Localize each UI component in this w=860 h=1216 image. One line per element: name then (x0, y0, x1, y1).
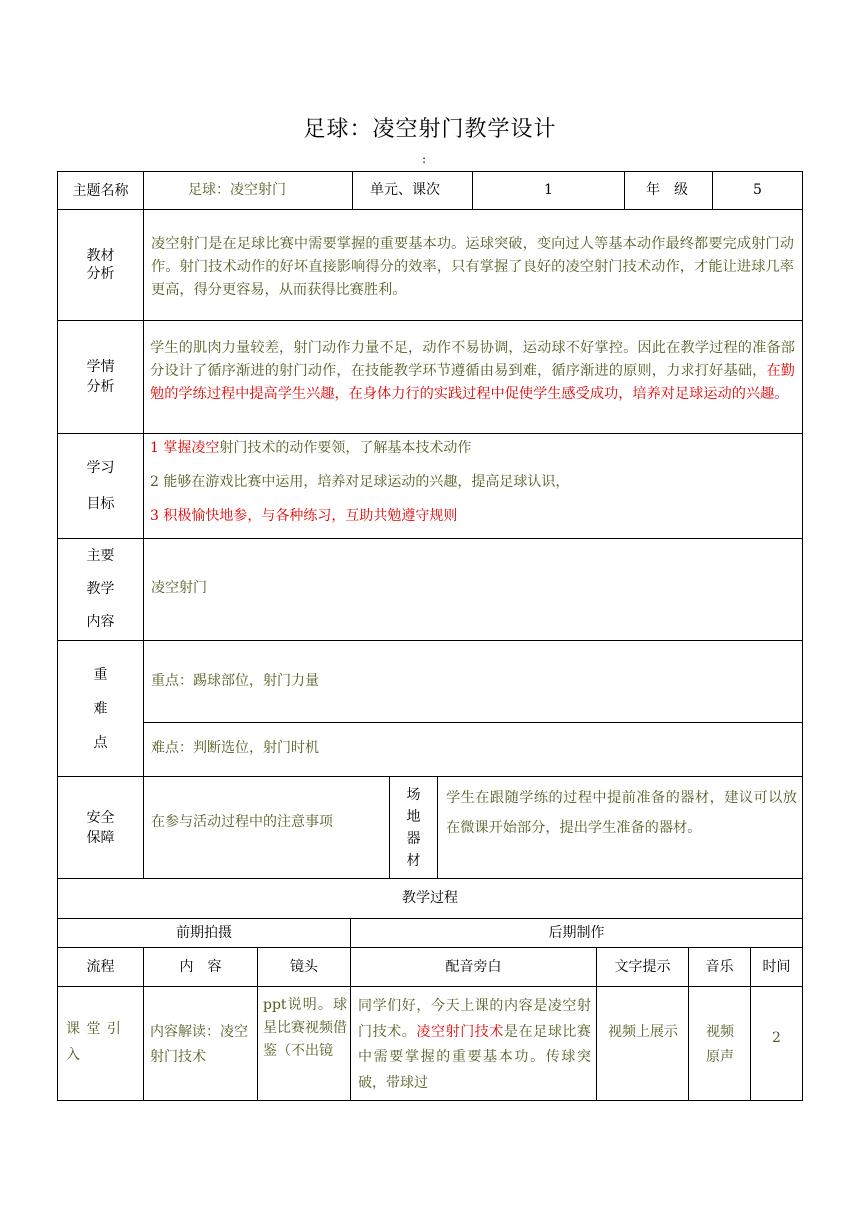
table-rule (57, 640, 803, 641)
students-text-normal: 学生的肌肉力量较差，射门动作力量不足，动作不易协调，运动球不好掌控。因此在教学过程的准备部分设计了循序渐进的射门动作，在技能教学环节遵循由易到难，循序渐进的原则，力求打好基础， (150, 340, 795, 379)
table-rule (802, 171, 803, 1101)
title-colon: : (422, 152, 427, 166)
content-label-3: 内容 (86, 614, 115, 630)
material-text: 凌空射门是在足球比赛中需要掌握的重要基本功。运球突破，变向过人等基本动作最终都要完成射门动作。射门技术动作的好坏直接影响得分的效率，只有掌握了良好的凌空射门技术动作，才能让进球几率更高，得分更容易，从而获得比赛胜利。 (151, 236, 794, 298)
pre-production-label: 前期拍摄 (176, 924, 232, 941)
venue-label-1: 场 (406, 786, 421, 803)
topic-value: 足球：凌空射门 (188, 182, 286, 198)
unit-value: 1 (544, 182, 553, 198)
venue-value: 学生在跟随学练的过程中提前准备的器材，建议可以放在微课开始部分，提出学生准备的器材。 (446, 790, 797, 836)
table-rule (57, 171, 803, 172)
row-lens: ppt说明。球星比赛视频借鉴（不出镜 (263, 997, 347, 1059)
topic-label-text: 主题名称 (72, 182, 129, 199)
material-label-text: 教材分析 (86, 248, 115, 282)
venue-label-2: 地 (406, 808, 421, 825)
row-narration-part-2: 是在足球比赛中需要掌握的重要基本功。传球突破，带球过 (358, 1023, 592, 1091)
safety-label-text: 安全保障 (86, 809, 115, 846)
goal-2: 2 能够在游戏比赛中运用，培养对足球运动的兴趣，提高足球认识， (150, 474, 570, 490)
students-label-text: 学情分析 (86, 359, 115, 395)
row-music: 视频原声 (706, 1024, 734, 1065)
students-text-highlight: 在勤勉的学练过程中提高学生兴趣，在身体力行的实践过程中促使学生感受成功，培养对足球运动的兴趣。 (150, 363, 795, 402)
header-lens: 镜头 (290, 958, 318, 975)
keypoints-label-2: 难 (93, 700, 108, 717)
row-narration-part-1: 同学们好，今天上课的内容是凌空射门技术。 (358, 998, 591, 1040)
row-content: 内容解读：凌空射门技术 (150, 1024, 248, 1065)
goals-label-2: 目标 (86, 496, 115, 512)
row-text-hint: 视频上展示 (608, 1024, 678, 1040)
safety-label (58, 777, 143, 878)
venue-label (390, 777, 437, 878)
row-flow: 课 堂 引 入 (66, 1021, 122, 1063)
row-narration-highlight: 凌空射门技术 (416, 1023, 505, 1040)
table-rule (437, 776, 438, 878)
table-rule (57, 986, 803, 987)
difficulty-text: 难点：判断选位，射门时机 (151, 740, 319, 756)
page-title: 足球：凌空射门教学设计 (303, 117, 557, 142)
header-time: 时间 (762, 958, 791, 975)
students-label (58, 321, 143, 433)
venue-label-3: 器 (406, 830, 421, 847)
table-rule (352, 171, 353, 209)
goal-1-rest: 射门技术的动作要领，了解基本技术动作 (219, 440, 472, 456)
header-music: 音乐 (705, 958, 734, 975)
focus-text: 重点：踢球部位，射门力量 (151, 673, 319, 689)
table-rule (57, 1100, 803, 1101)
material-label (58, 210, 143, 320)
topic-label (58, 172, 143, 209)
content-value: 凌空射门 (151, 580, 207, 596)
header-content: 内 容 (179, 958, 222, 975)
table-rule (57, 538, 803, 539)
students-text (150, 337, 795, 406)
process-heading: 教学过程 (402, 890, 458, 906)
safety-value: 在参与活动过程中的注意事项 (151, 814, 333, 830)
goals-label (58, 434, 143, 538)
post-production-label: 后期制作 (548, 924, 605, 941)
content-label-1: 主要 (86, 548, 115, 564)
unit-label: 单元、课次 (370, 182, 440, 198)
grade-value: 5 (753, 182, 762, 198)
venue-label-4: 材 (406, 852, 421, 869)
header-text-hint: 文字提示 (614, 958, 671, 975)
table-rule (143, 209, 144, 878)
content-label-2: 教学 (86, 581, 115, 597)
keypoints-label (58, 641, 143, 776)
table-rule (57, 320, 803, 321)
goals-label-1: 学习 (86, 460, 115, 476)
table-rule (143, 722, 803, 723)
content-label (58, 539, 143, 640)
goal-3: 3 积极愉快地参，与各种练习，互助共勉遵守规则 (150, 508, 458, 524)
grade-label: 年 级 (646, 182, 688, 198)
goal-1-highlight: 1 掌握凌空 (150, 440, 220, 456)
goal-1 (150, 437, 795, 459)
table-rule (143, 171, 144, 209)
row-narration (358, 994, 591, 1096)
header-flow: 流程 (86, 958, 115, 975)
header-narration: 配音旁白 (445, 958, 502, 975)
table-rule (57, 433, 803, 434)
table-rule (57, 209, 803, 210)
keypoints-label-3: 点 (93, 734, 108, 751)
keypoints-label-1: 重 (93, 666, 108, 683)
row-time: 2 (772, 1029, 781, 1046)
table-rule (624, 171, 625, 209)
